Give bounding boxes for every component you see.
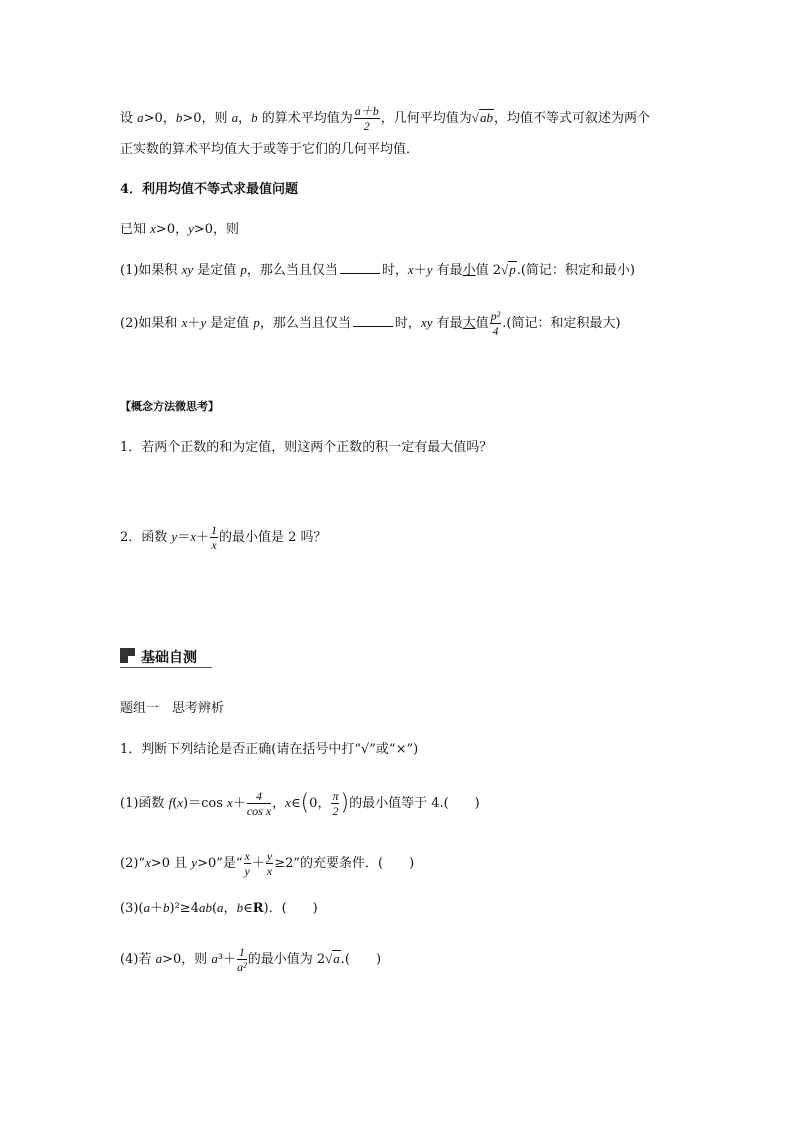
var: y <box>426 262 433 277</box>
text: >0，则 <box>162 952 212 967</box>
question-2 <box>120 523 327 552</box>
text: ( <box>172 796 178 811</box>
var: y <box>188 221 194 236</box>
text: )²≥4 <box>169 901 199 916</box>
text: >0 且 <box>150 856 192 871</box>
var: a <box>143 900 150 915</box>
text: ，那么当且仅当 <box>259 316 351 331</box>
numerator: 1 <box>211 523 217 537</box>
denominator: 2 <box>363 119 370 133</box>
text: 是定值 <box>206 316 254 331</box>
numerator: x <box>244 849 250 863</box>
numerator: π <box>332 789 339 803</box>
text: ，均值不等式可叙述为两个 <box>493 111 650 126</box>
mean-definition-line-1 <box>120 104 650 133</box>
text: ＝ <box>177 530 191 545</box>
text: ， <box>238 111 252 126</box>
var: b <box>236 900 244 915</box>
text: .(简记：积定和最小) <box>516 263 635 278</box>
var: x <box>190 529 196 544</box>
var: a <box>211 951 218 966</box>
var: xy <box>420 315 433 330</box>
text: (2)如果和 <box>120 316 182 331</box>
reciprocal-fraction <box>210 523 218 552</box>
var: x <box>227 795 233 810</box>
y-over-x-fraction <box>266 849 273 878</box>
var: b <box>163 900 170 915</box>
text: )＝cos <box>183 796 228 811</box>
text: .(简记：和定积最大) <box>502 316 621 331</box>
text: 时， <box>394 316 421 331</box>
text: 值 2 <box>475 263 502 278</box>
denominator: x <box>211 538 217 552</box>
var: f <box>168 795 173 810</box>
text: (2)“ <box>120 856 146 871</box>
pi-fraction <box>331 789 339 818</box>
judge-instruction: 1．判断下列结论是否正确(请在括号中打“√”或“×”) <box>120 742 419 757</box>
numerator: 4 <box>247 789 271 804</box>
sqrt-expression: √ab <box>471 110 493 125</box>
text: ，那么当且仅当 <box>246 263 338 278</box>
text: 是定值 <box>193 263 241 278</box>
text: ＋ <box>187 316 201 331</box>
text: 0， <box>309 796 331 811</box>
text: .( ) <box>340 952 382 967</box>
var: x <box>145 855 151 870</box>
question-1: 1．若两个正数的和为定值，则这两个正数的积一定有最大值吗？ <box>120 440 493 455</box>
var: p <box>240 262 247 277</box>
text: )．( ) <box>263 901 318 916</box>
judge-item-3 <box>120 899 318 918</box>
section-header-basic-test <box>120 645 212 668</box>
item-1 <box>120 261 635 280</box>
real-set-symbol: R <box>252 901 264 916</box>
judge-item-2 <box>120 849 414 878</box>
group-title: 题组一 思考辨析 <box>120 701 225 716</box>
x-over-y-fraction <box>244 849 251 878</box>
var: x <box>407 262 414 277</box>
text: ， <box>223 901 237 916</box>
text: ∈ <box>243 901 253 916</box>
numerator: a＋b <box>354 104 379 118</box>
text: ＋ <box>413 263 427 278</box>
mean-definition-line-2: 正实数的算术平均值大于或等于它们的几何平均值． <box>120 142 420 157</box>
var: a <box>155 951 163 966</box>
radicand: p <box>509 262 516 277</box>
text: >0， <box>155 222 189 237</box>
var: x <box>150 221 156 236</box>
section-title: 基础自测 <box>141 650 197 666</box>
text: ＋ <box>195 530 209 545</box>
judge-item-1 <box>120 789 480 818</box>
item-2 <box>120 309 621 338</box>
text: 值 <box>475 316 489 331</box>
var: ab <box>198 900 212 915</box>
open-paren: ( <box>300 790 310 816</box>
text: (1)函数 <box>120 796 169 811</box>
section-heading-4: 4．利用均值不等式求最值问题 <box>120 182 299 197</box>
denominator: cos x <box>246 804 272 818</box>
text: (3)( <box>120 901 144 916</box>
sqrt-expression: √p <box>501 262 516 277</box>
numerator: p² <box>490 309 501 323</box>
text: ＋ <box>251 856 265 871</box>
var: a <box>217 900 224 915</box>
text: ≥2”的充要条件．( ) <box>274 856 415 871</box>
text: >0”是“ <box>197 856 243 871</box>
radicand: ab <box>479 110 493 125</box>
numerator: 1 <box>238 945 245 959</box>
text: ， <box>272 796 286 811</box>
text: 有最 <box>432 263 463 278</box>
numerator: y <box>266 849 273 863</box>
text: 有最 <box>432 316 463 331</box>
judge-item-4 <box>120 945 381 974</box>
text: 的最小值是 2 吗？ <box>219 530 327 545</box>
var: p <box>253 315 260 330</box>
arithmetic-mean-fraction <box>354 104 380 133</box>
close-paren: ) <box>340 790 350 816</box>
var: y <box>200 315 207 330</box>
fill-blank[interactable] <box>340 261 380 274</box>
text: ＋ <box>150 901 164 916</box>
denominator: y <box>244 864 250 878</box>
var: b <box>175 110 183 125</box>
text: (1)如果积 <box>120 263 182 278</box>
text: ³＋ <box>217 952 237 967</box>
text: 时， <box>381 263 408 278</box>
text: 2．函数 <box>120 530 172 545</box>
underlined-text: 大 <box>462 316 476 331</box>
underlined-text: 小 <box>462 263 476 278</box>
var: x <box>285 795 291 810</box>
var: b <box>251 110 258 125</box>
given-condition <box>120 220 239 239</box>
var: a <box>231 110 239 125</box>
sqrt-expression: √a <box>325 951 340 966</box>
denominator: 4 <box>492 324 499 338</box>
text: >0，则 <box>182 111 232 126</box>
text: 已知 <box>120 222 151 237</box>
var: xy <box>181 262 194 277</box>
denominator: 2 <box>332 804 339 818</box>
max-value-fraction <box>490 309 502 338</box>
text: 的最小值为 2 <box>247 952 326 967</box>
text: >0，则 <box>193 222 240 237</box>
var: x <box>181 315 188 330</box>
radicand: a <box>333 951 340 966</box>
section-square-inner <box>128 656 135 663</box>
var: y <box>191 855 198 870</box>
text: 设 <box>120 111 138 126</box>
fill-blank[interactable] <box>353 314 393 327</box>
text: ＋ <box>232 796 246 811</box>
concept-title: 【概念方法微思考】 <box>120 400 219 413</box>
cos-fraction <box>247 789 271 818</box>
text: ( <box>211 901 218 916</box>
var: a <box>137 110 144 125</box>
denominator: x <box>266 864 273 878</box>
one-over-a-squared-fraction <box>237 945 247 974</box>
text: >0， <box>143 111 176 126</box>
text: 的最小值等于 4.( ) <box>349 796 480 811</box>
text: ，几何平均值为 <box>380 111 472 126</box>
text: ∈ <box>290 796 301 811</box>
denominator: a² <box>237 960 247 974</box>
var: y <box>171 529 178 544</box>
var: x <box>177 795 184 810</box>
text: (4)若 <box>120 952 156 967</box>
text: 的算术平均值为 <box>257 111 353 126</box>
